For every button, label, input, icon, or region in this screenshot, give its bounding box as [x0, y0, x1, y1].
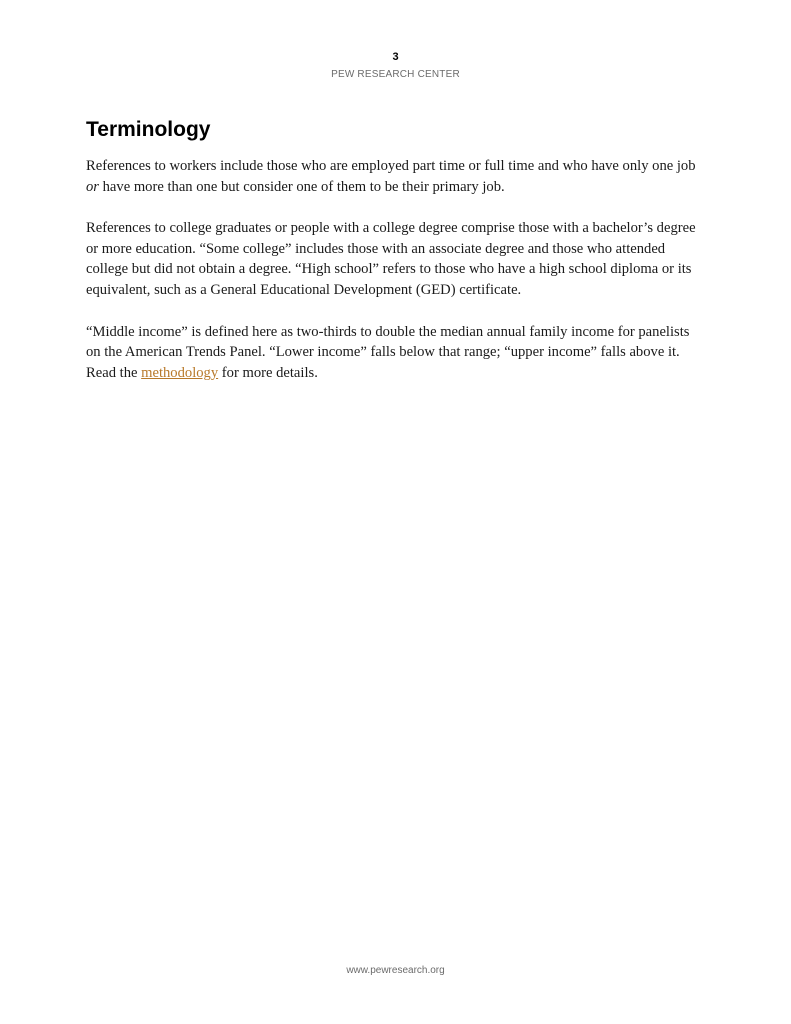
section-title: Terminology [86, 118, 211, 141]
paragraph-income-text-1: “Middle income” is defined here as two-thirds to double the median annual family income for panelists on the American Trends Panel. “Lower income” falls below that range; “upper income” falls above it. Read the [86, 323, 690, 381]
page-number: 3 [392, 51, 399, 63]
paragraph-education: References to college graduates or people with a college degree comprise those with a bachelor’s degree or more education. “Some college” includes those with an associate degree and those who attended college but did not obtain a degree. “High school” refers to those who have a high school diploma or its equivalent, such as a General Educational Development (GED) certificate. [86, 220, 696, 298]
organization-name: PEW RESEARCH CENTER [331, 69, 460, 80]
page-header [0, 50, 791, 81]
paragraph-workers [86, 156, 706, 197]
paragraph-workers-text-2: have more than one but consider one of them to be their primary job. [98, 178, 505, 195]
methodology-link[interactable]: methodology [141, 364, 219, 381]
paragraph-workers-text-1: References to workers include those who are employed part time or full time and who have only one job [86, 158, 696, 174]
paragraph-income-text-2: for more details. [218, 364, 318, 381]
paragraph-income [86, 322, 706, 384]
paragraph-workers-emphasis: or [86, 178, 99, 195]
page-footer-url: www.pewresearch.org [346, 965, 445, 976]
main-content [86, 116, 706, 404]
